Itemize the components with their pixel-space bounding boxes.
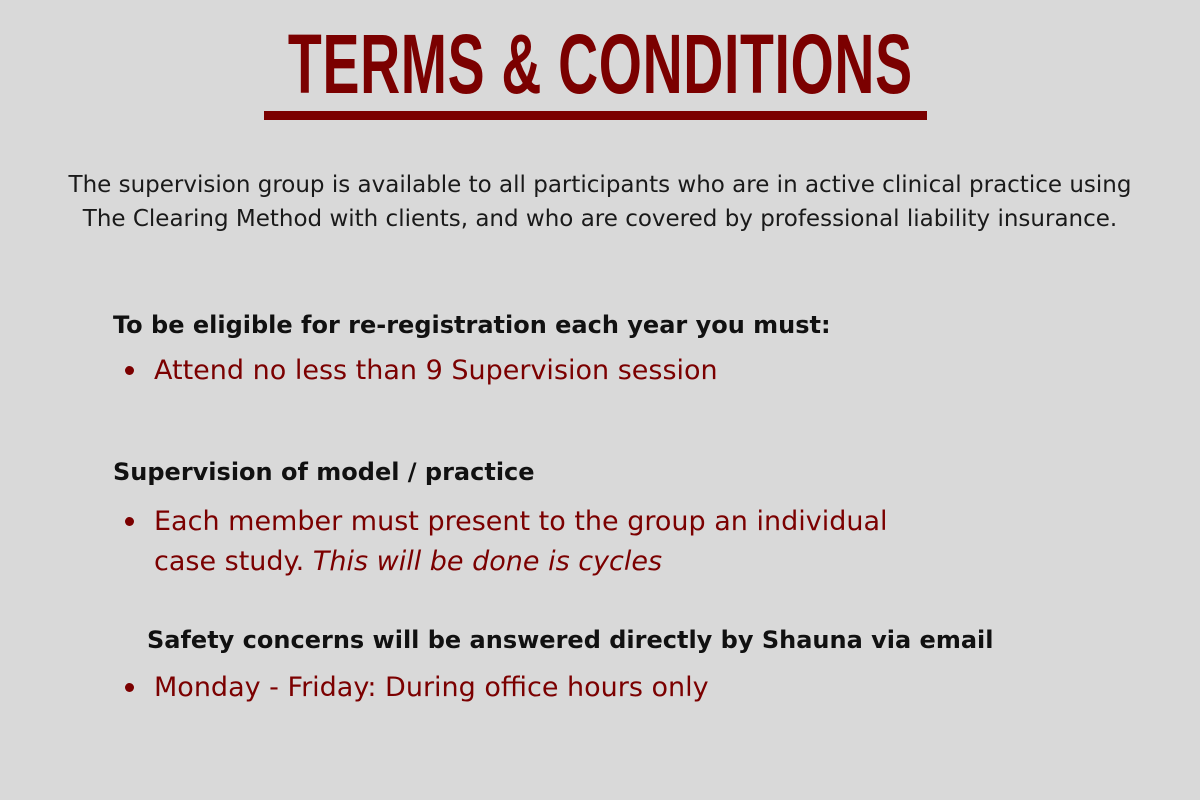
safety-heading: Safety concerns will be answered directly by Shauna via email xyxy=(147,626,994,654)
list-item xyxy=(125,351,718,391)
bullet-icon xyxy=(125,366,134,375)
supervision-item-emphasis: This will be done is cycles xyxy=(312,546,663,577)
page-title-text: TERMS & CONDITIONS xyxy=(287,17,913,111)
list-item xyxy=(125,502,888,582)
bullet-icon xyxy=(125,517,134,526)
bullet-icon xyxy=(125,683,134,692)
safety-list xyxy=(125,668,709,708)
supervision-item-line1: Each member must present to the group an individual xyxy=(154,506,888,537)
supervision-item-line2: case study. xyxy=(154,546,313,577)
supervision-heading: Supervision of model / practice xyxy=(113,458,535,486)
eligibility-heading: To be eligible for re-registration each year you must: xyxy=(113,311,831,339)
list-item xyxy=(125,668,709,708)
title-underline xyxy=(264,111,927,120)
eligibility-item-text: Attend no less than 9 Supervision session xyxy=(154,355,718,386)
eligibility-list xyxy=(125,351,718,391)
supervision-list xyxy=(125,502,888,582)
page-title xyxy=(0,14,1200,114)
intro-paragraph: The supervision group is available to all participants who are in active clinical practice using The Clearing Method with clients, and who are covered by professional liability insurance. xyxy=(68,172,1132,232)
safety-item-text: Monday - Friday: During office hours only xyxy=(154,672,709,703)
